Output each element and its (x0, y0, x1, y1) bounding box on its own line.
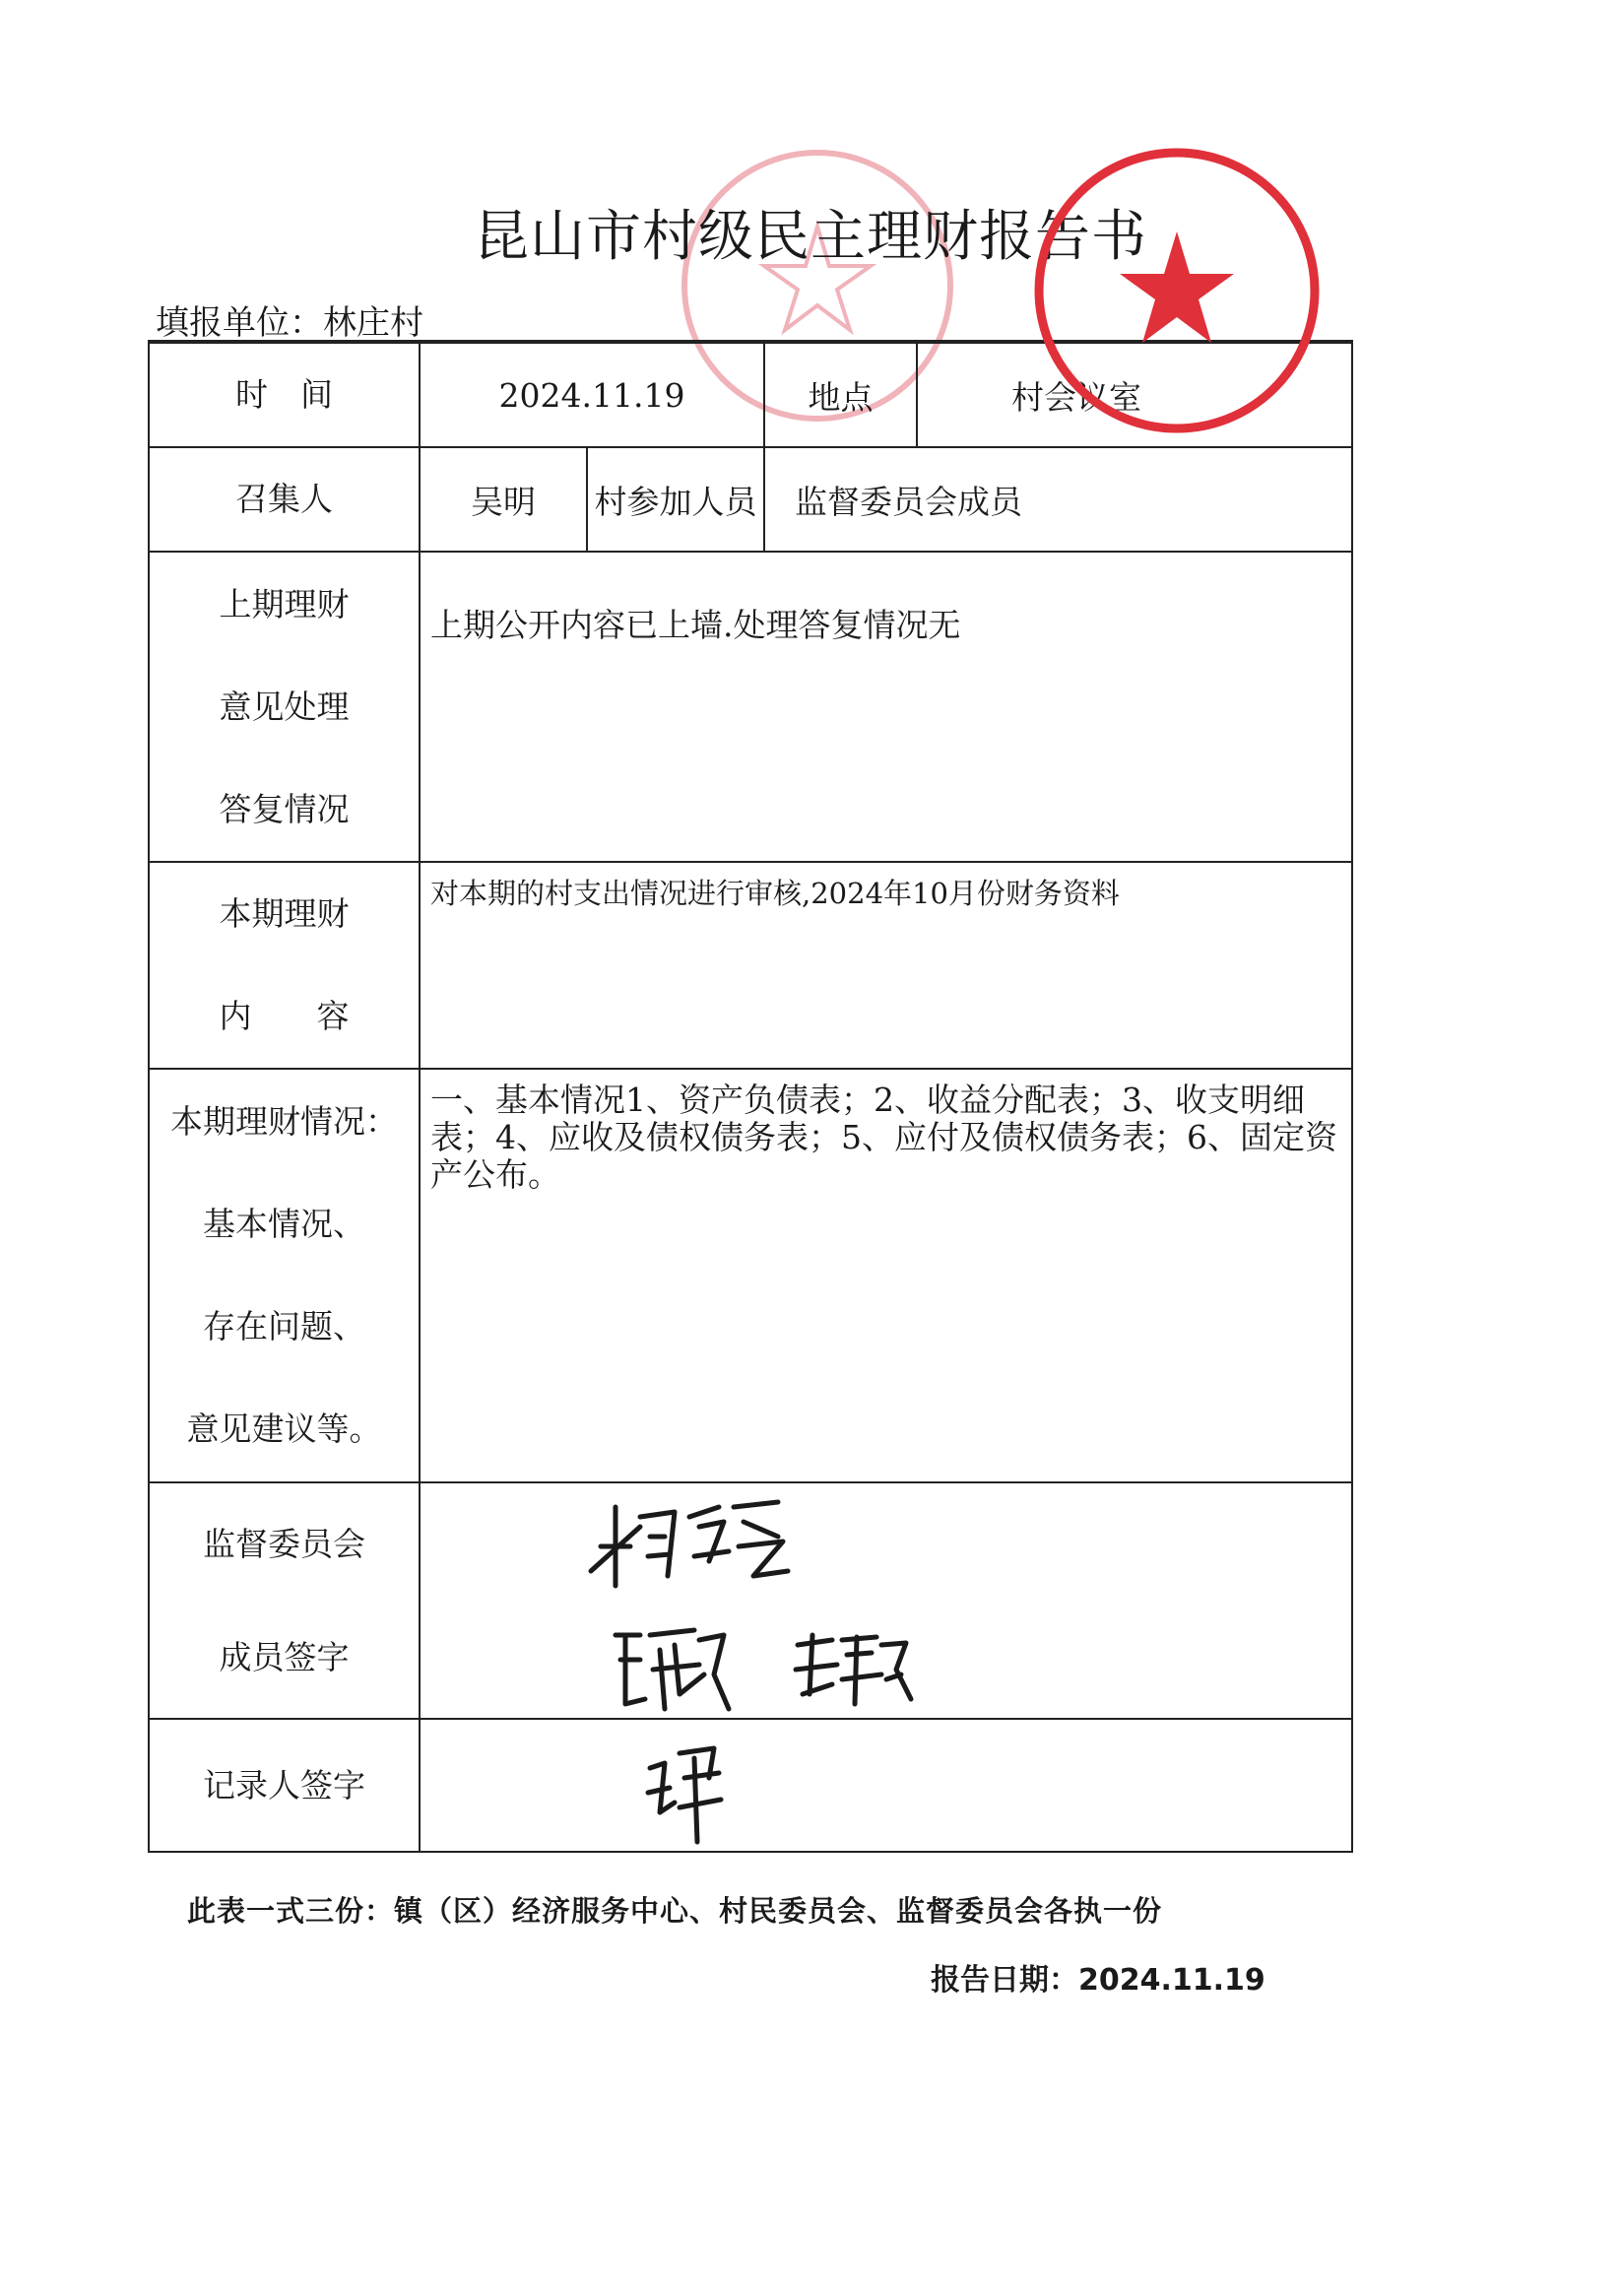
time-label: 时 间 (149, 342, 420, 447)
current-content-label: 本期理财 内 容 (149, 862, 420, 1069)
prev-opinion-label: 上期理财 意见处理 答复情况 (149, 552, 420, 862)
reporting-unit: 填报单位：林庄村 (156, 303, 423, 343)
copies-note: 此表一式三份：镇（区）经济服务中心、村民委员会、监督委员会各执一份 (187, 1894, 1163, 1928)
recorder-signature-label: 记录人签字 (149, 1719, 420, 1852)
signature-committee-2 (606, 1615, 734, 1724)
signature-committee-3 (788, 1625, 916, 1714)
participants-label: 村参加人员 (587, 447, 764, 552)
current-content-value: 对本期的村支出情况进行审核,2024年10月份财务资料 (420, 862, 1352, 1069)
place-value: 村会议室 (917, 342, 1352, 447)
time-value: 2024.11.19 (420, 342, 764, 447)
report-date: 报告日期：2024.11.19 (931, 1963, 1265, 1998)
recorder-signature-area (420, 1719, 1352, 1852)
document-title: 昆山市村级民主理财报告书 (474, 205, 1147, 269)
prev-opinion-value: 上期公开内容已上墙.处理答复情况无 (420, 552, 1352, 862)
situation-value: 一、基本情况1、资产负债表；2、收益分配表；3、收支明细表；4、应收及债权债务表；5、应付及债权债务表；6、固定资产公布。 (420, 1069, 1352, 1482)
report-table (148, 340, 1353, 1853)
convener-value: 吴明 (420, 447, 587, 552)
place-label: 地点 (764, 342, 917, 447)
village-committee-seal (1024, 138, 1329, 443)
convener-label: 召集人 (149, 447, 420, 552)
committee-signature-label: 监督委员会 成员签字 (149, 1482, 420, 1719)
situation-label: 本期理财情况： 基本情况、 存在问题、 意见建议等。 (149, 1069, 420, 1482)
participants-value: 监督委员会成员 (764, 447, 1352, 552)
signature-recorder (640, 1738, 729, 1847)
signature-committee-1 (581, 1487, 798, 1596)
